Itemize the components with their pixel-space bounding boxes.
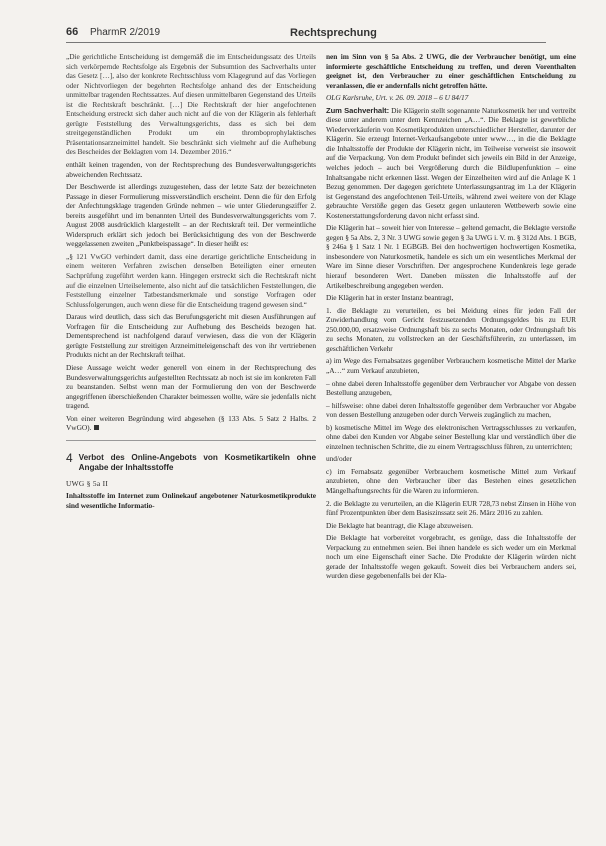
paragraph: 1. die Beklagte zu verurteilen, es bei Meidung eines für jeden Fall der Zuwiderhandlung vom Gericht festzusetzenden Ordnungsgeldes bis zu EUR 250.000,00, ersatzweise Ordnungshaft bis zu sechs Monaten, oder Ordnungshaft bis zu sechs Monaten, zu vollstrecken an der Geschäftsführerin, zu unterlassen, im geschäftlichen Verkehr <box>326 305 576 353</box>
paragraph: Diese Aussage weicht weder generell von einem in der Rechtsprechung des Bundesverwaltungsgerichts aufgestellten Rechtssatz ab noch ist sie im konkreten Fall zu beanstanden. Selbst wenn man der Formulierung den von der Beschwerde angegriffenen überschießenden Charakter beimessen wollte, wäre sie jedenfalls nicht tragend. <box>66 362 316 411</box>
section-heading: Rechtsprechung <box>290 27 377 39</box>
case-title: Verbot des Online-Angebots von Kosmetikartikeln ohne Angabe der Inhaltsstoffe <box>78 452 316 472</box>
paragraph <box>66 414 316 433</box>
court-citation: OLG Karlsruhe, Urt. v. 26. 09. 2018 – 6 U 84/17 <box>326 93 469 103</box>
journal-name: PharmR 2/2019 <box>90 27 161 38</box>
paragraph: Die Beklagte hat vorbereitet vorgebracht, es genüge, dass die Inhaltsstoffe der Verpackung zu entnehmen seien. Bei ihnen handele es sich weder um ein Merkmal noch um eine Eigenschaft einer Sache. Die Produkte der Klägerin würden nicht gerade der Inhaltsstoffe wegen gekauft. Soweit dies bei Verbrauchern anders sei, wurden diese gegebenenfalls bei der Kla- <box>326 533 576 581</box>
page-number: 66 <box>66 26 79 38</box>
paragraph: Die Klägerin hat – soweit hier von Interesse – geltend gemacht, die Beklagte verstoße gegen § 5a Abs. 2, 3 Nr. 3 UWG sowie gegen § 3a UWG i. V. m. § 312d Abs. 1 BGB, § 246a § 1 Satz 1 Nr. 1 EGBGB. Bei den hochwertigen hochwertigen Kosmetika, insbesondere von Naturkosmetik, handele es sich um ein wesentliches Merkmal der Ware im Sinne dieser Vorschriften. Der angesprochene Kundenkreis lege gerade hierauf besonderen Wert. Daneben müssten die Inhaltsstoffe auf der Artikelbeschreibung angegeben werden. <box>326 223 576 290</box>
paragraph: a) im Wege des Fernabsatzes gegenüber Verbrauchern kosmetische Mittel der Marke „A…“ zum Verkauf anzubieten, <box>326 356 576 375</box>
case-heading <box>66 450 316 473</box>
facts-heading: Zum Sachverhalt: <box>326 105 390 115</box>
paragraph: – ohne dabei deren Inhaltsstoffe gegenüber dem Verbraucher vor Abgabe von dessen Bestellung anzugeben, <box>326 378 576 398</box>
right-column <box>326 52 576 584</box>
paragraph: Die Beklagte hat beantragt, die Klage abzuweisen. <box>326 520 473 530</box>
case-number: 4 <box>66 450 73 465</box>
header-rule <box>66 42 546 43</box>
paragraph: Der Beschwerde ist allerdings zuzugestehen, dass der letzte Satz der bezeichneten Passage in dieser Formulierung missverständlich erscheint. Denn die für den Erfolg der Anfechtungsklage tragenden Gründe nehmen – wie unter Gliederungsziffer 2. bereits ausgeführt und im benannten Urteil des Bundesverwaltungsgerichts vom 7. August 2008 ausdrücklich klargestellt – an der Rechtskraft teil. Der vermeintliche Widerspruch erklärt sich jedoch bei Berücksichtigung des von der Beschwerde weggelassenen zweiten „Punktbeispassage“. In dieser heißt es: <box>66 182 316 249</box>
facts-text: Die Klägerin stellt sogenannte Naturkosmetik her und vertreibt diese unter anderem unter dem Kennzeichen „A…“. Die Beklagte ist gewerbliche Wiederverkäuferin von Kosmetikprodukten unterschiedlicher Hersteller, darunter der Klägerin. Sie erzeugt Internet-Verkaufsangebote unter www…, in die die Beklagte die Inhaltsstoffe der Produkte der Klägerin nicht, im Teilweise verweist sie insoweit auf die Verpackung. Von dem Produkt befindet sich jeweils ein Bild in der Anzeige, welches jedoch – auch bei Vergrößerung durch die Bildlupenfunktion – eine Inhaltsangabe nicht erkennen lässt. Wegen der Einzelheiten wird auf die Anlage K 1 Bezug genommen. Der dagegen gerichtete Unterlassungsantrag im 1.a der Klägerin ist Gegenstand des angefochtenen Teil-Urteils, während zwei weitere von der Klage gebrauchte Verstöße gegen das Gesetz gegen unlauteren Wettbewerb sowie eine Kostenerstattungsforderung davon nicht erfasst sind. <box>326 105 576 220</box>
paragraph: – hilfsweise: ohne dabei deren Inhaltsstoffe gegenüber dem Verbraucher vor Abgabe von dessen Bestellung anzugeben oder durch Verweis zugänglich zu machen, <box>326 400 576 420</box>
paragraph: und/oder <box>326 454 352 464</box>
paragraph: „§ 121 VwGO verhindert damit, dass eine derartige gerichtliche Entscheidung in einem weiteren Verfahren zwischen denselben Beteiligten einer erneuten Sachprüfung zugeführt werden kann. Hingegen erstreckt sich die Rechtskraft nicht auf die einzelnen Urteilselemente, also nicht auf die tatsächlichen Feststellungen, die Feststellung einzelner Tatbestandsmerkmale und sonstige Vorfragen oder Schlussfolgerungen, auch wenn diese für die Entscheidung tragend gewesen sind.“ <box>66 251 316 309</box>
facts-paragraph <box>326 106 576 221</box>
paragraph: b) kosmetische Mittel im Wege des elektronischen Vertragsschlusses zu verkaufen, ohne dabei den Kunden vor Abgabe seiner Bestellung klar und verständlich über die einzelnen technischen Schritte, die zu einem Vertragsschluss führen, zu unterrichten; <box>326 422 576 451</box>
paragraph: enthält keinen tragenden, von der Rechtsprechung des Bundesverwaltungsgerichts abweichenden Rechtssatz. <box>66 160 316 179</box>
paragraph: „Die gerichtliche Entscheidung ist demgemäß die im Entscheidungssatz des Urteils sich verkörpernde Rechtsfolge als Ergebnis der Subsumtion des Sachverhalts unter das Gesetz […], also der konkrete Rechtsschluss vom Klagegrund auf das Vorliegen oder Nichtvorliegen der begehrten Rechtsfolge anhand des der Entscheidung unmittelbar tragenden Rechtssatzes. Auf diesen unmittelbaren Gegenstand des Urteils ist die Rechtskraft beschränkt. […] Die Rechtskraft der hier angefochtenen Entscheidung erstreckt sich daher auch nicht auf die von der Klägerin als fehlerhaft gerügte Feststellung des Verwaltungsgerichts, dass es sich bei dem streitgegenständlichen Produkt um ein thromboprophylaktisches Präsentationsarzneimittel handelt. Sie beschränkt sich vielmehr auf die Aufhebung des Bescheides der Beklagten vom 14. Dezember 2016.“ <box>66 52 316 157</box>
running-header <box>66 26 546 42</box>
paragraph: Die Klägerin hat in erster Instanz beantragt, <box>326 293 454 303</box>
statute-reference: UWG § 5a II <box>66 478 109 488</box>
divider <box>66 440 316 441</box>
paragraph: 2. die Beklagte zu verurteilen, an die Klägerin EUR 728,73 nebst Zinsen in Höhe von fünf Prozentpunkten über dem Basiszinssatz seit 26. März 2016 zu zahlen. <box>326 498 576 518</box>
headnote: Inhaltsstoffe im Internet zum Onlinekauf angebotener Naturkosmetikprodukte sind wesentliche Informatio- <box>66 491 316 510</box>
end-mark <box>94 425 99 430</box>
paragraph-text: Von einer weiteren Begründung wird abgesehen (§ 133 Abs. 5 Satz 2 Halbs. 2 VwGO). <box>66 413 316 433</box>
headnote-continued: nen im Sinn von § 5a Abs. 2 UWG, die der Verbraucher benötigt, um eine informierte geschäftliche Entscheidung zu treffen, und deren Vorenthalten geeignet ist, den Verbraucher zu einer geschäftlichen Entscheidung zu veranlassen, die er andernfalls nicht getroffen hätte. <box>326 52 576 90</box>
left-column <box>66 52 316 513</box>
paragraph: c) im Fernabsatz gegenüber Verbrauchern kosmetische Mittel zum Verkauf anzubieten, ohne den Verbraucher über das Bestehen eines gesetzlichen Mängelhaftungsrechts für die Waren zu informieren. <box>326 466 576 495</box>
paragraph: Daraus wird deutlich, dass sich das Berufungsgericht mit diesen Ausführungen auf Vorfragen für die Entscheidung zur Aufhebung des Bescheids bezogen hat. Dementsprechend ist nachfolgend darauf verwiesen, dass die von der Klägerin gerügte Feststellung zur streitigen Arzneimitteleigenschaft des von ihr vertriebenen Produkts nicht an der Rechtskraft teilhat. <box>66 312 316 360</box>
